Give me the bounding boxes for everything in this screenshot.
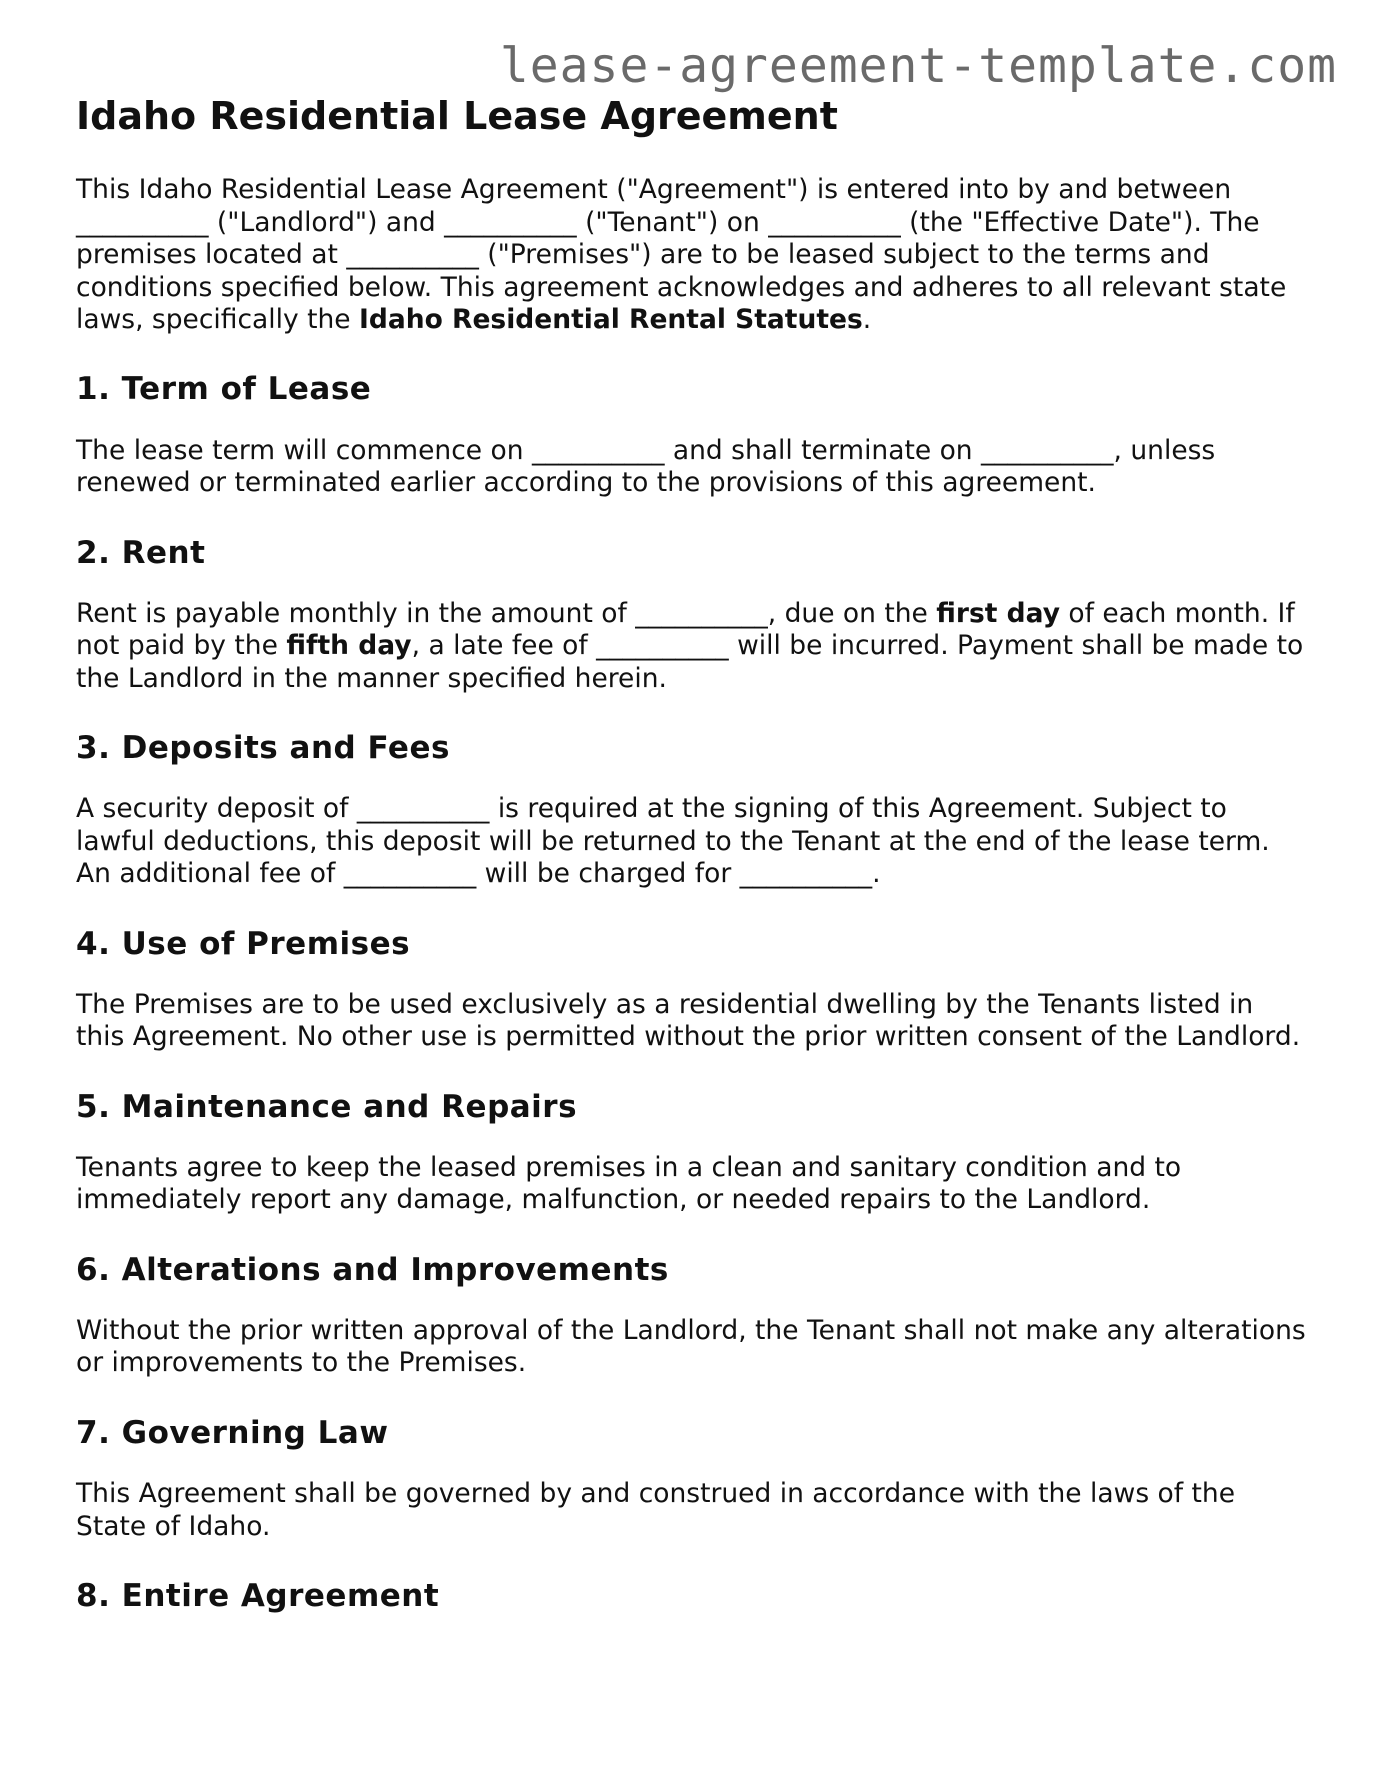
section-heading: 3. Deposits and Fees — [76, 730, 450, 767]
section-deposits-and-fees — [76, 728, 1306, 891]
section-text: will be charged for — [476, 858, 740, 890]
late-fee-blank[interactable]: __________ — [596, 630, 729, 662]
landlord-name-blank[interactable]: __________ — [76, 206, 209, 238]
intro-text: ("Premises") are to be leased subject to the terms and conditions specified below. This agreement acknowledges and adheres to all relevant state laws, specifically the — [76, 239, 1287, 336]
security-deposit-blank[interactable]: __________ — [356, 793, 490, 825]
section-heading: 8. Entire Agreement — [76, 1578, 440, 1614]
section-body — [76, 793, 1306, 890]
section-body: This Agreement shall be governed by and construed in accordance with the laws of the State of Idaho. — [76, 1478, 1235, 1542]
section-heading: 7. Governing Law — [76, 1414, 389, 1451]
premises-address-blank[interactable]: __________ — [346, 239, 479, 271]
section-heading: 4. Use of Premises — [76, 925, 411, 962]
intro-text: This Idaho Residential Lease Agreement ("Agreement") is entered into by and between — [76, 174, 1232, 206]
site-watermark: lease-agreement-template.com — [499, 38, 1337, 94]
section-text: . — [872, 858, 881, 890]
section-text: Rent is payable monthly in the amount of — [76, 597, 636, 629]
section-body: Tenants agree to keep the leased premises in a clean and sanitary condition and to immediately report any damage, malfunction, or needed repairs to the Landlord. — [76, 1151, 1182, 1216]
section-text: will be incurred. Payment shall be made to the Landlord in the manner specified herein. — [76, 630, 1304, 694]
statute-reference: Idaho Residential Rental Statutes — [359, 304, 863, 336]
section-governing-law — [76, 1413, 1306, 1543]
document-title: Idaho Residential Lease Agreement — [76, 94, 838, 138]
lease-document — [76, 92, 1306, 1616]
section-term-of-lease — [76, 369, 1306, 499]
section-body: The Premises are to be used exclusively as a residential dwelling by the Tenants listed in this Agreement. No other use is permitted without the prior written consent of the Landlord. — [76, 988, 1301, 1053]
effective-date-blank[interactable]: __________ — [768, 206, 901, 238]
section-heading: 6. Alterations and Improvements — [76, 1251, 669, 1288]
section-entire-agreement — [76, 1576, 1306, 1616]
section-text: of each month. If not paid by the — [76, 597, 1295, 662]
section-heading: 2. Rent — [76, 534, 206, 571]
intro-text: ("Landlord") and — [208, 206, 445, 238]
section-body — [76, 598, 1306, 695]
section-alterations-and-improvements — [76, 1250, 1306, 1380]
section-rent — [76, 533, 1306, 696]
section-text: A security deposit of — [76, 793, 357, 825]
section-body — [76, 435, 1306, 500]
section-text: , unless renewed or terminated earlier according to the provisions of this agreement. — [76, 434, 1216, 499]
section-text: The lease term will commence on — [76, 434, 532, 466]
section-text: , a late fee of — [411, 630, 597, 662]
section-body: Without the prior written approval of the Landlord, the Tenant shall not make any alterations or improvements to the Premises. — [76, 1315, 1306, 1379]
late-day-emphasis: fifth day — [286, 630, 412, 662]
section-use-of-premises — [76, 924, 1306, 1054]
intro-text: (the "Effective Date"). The premises located at — [76, 206, 1260, 271]
section-heading: 5. Maintenance and Repairs — [76, 1088, 578, 1125]
intro-text: ("Tenant") on — [576, 206, 769, 238]
lease-end-date-blank[interactable]: __________ — [981, 434, 1114, 466]
additional-fee-blank[interactable]: __________ — [343, 858, 477, 890]
rent-amount-blank[interactable]: __________ — [635, 597, 768, 629]
intro-paragraph — [76, 174, 1306, 336]
section-text: is required at the signing of this Agreement. Subject to lawful deductions, this deposit will be returned to the Tenant at the end of the lease term. An additional fee of — [76, 793, 1270, 890]
due-day-emphasis: first day — [936, 597, 1060, 629]
fee-purpose-blank[interactable]: __________ — [739, 858, 873, 890]
section-heading: 1. Term of Lease — [76, 371, 372, 408]
section-text: , due on the — [767, 597, 937, 629]
section-maintenance-and-repairs — [76, 1087, 1306, 1217]
intro-text: . — [862, 304, 872, 336]
tenant-name-blank[interactable]: __________ — [444, 206, 577, 238]
section-text: and shall terminate on — [664, 434, 982, 466]
lease-start-date-blank[interactable]: __________ — [531, 434, 665, 466]
